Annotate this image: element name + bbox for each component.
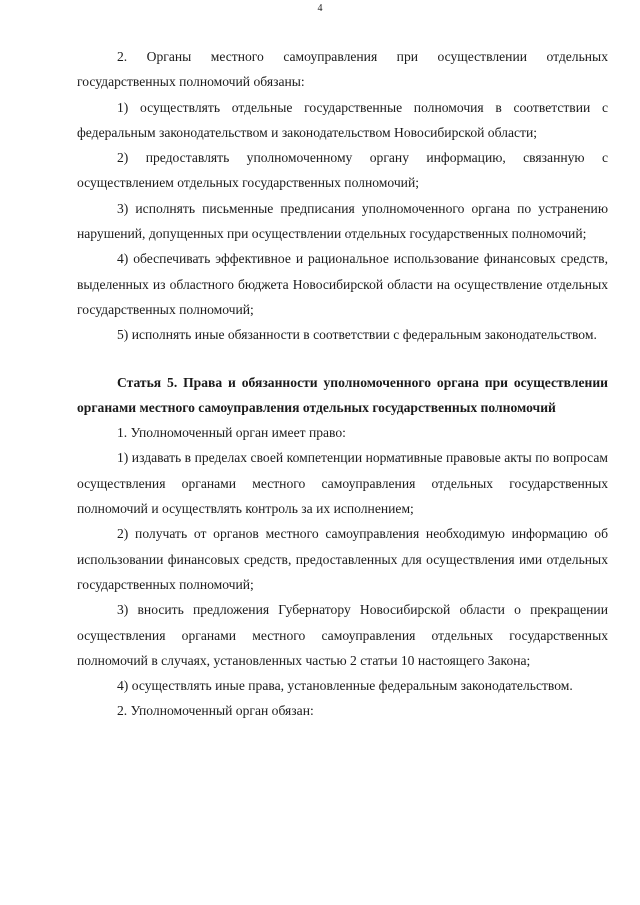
paragraph-item-5: 5) исполнять иные обязанности в соответствии с федеральным законодательством.: [117, 327, 597, 343]
article-5-heading: Статья 5. Права и обязанности уполномоченного органа при осуществлении органами местного самоуправления отдельных государственных полномочий: [77, 374, 608, 415]
paragraph-item-1: 1) осуществлять отдельные государственные полномочия в соответствии с федеральным законодательством и законодательством Новосибирской области;: [77, 99, 608, 140]
paragraph-item-2: 2) предоставлять уполномоченному органу информацию, связанную с осуществлением отдельных государственных полномочий;: [77, 150, 608, 191]
paragraph-organs-obligations: 2. Органы местного самоуправления при осуществлении отдельных государственных полномочий обязаны:: [77, 49, 608, 90]
paragraph-authority-rights: 1. Уполномоченный орган имеет право:: [117, 425, 346, 441]
document-body: [77, 44, 608, 724]
paragraph-right-2: 2) получать от органов местного самоуправления необходимую информацию об использовании финансовых средств, предоставленных для осуществления ими отдельных государственных полномочий;: [77, 526, 608, 592]
paragraph-item-3: 3) исполнять письменные предписания уполномоченного органа по устранению нарушений, допущенных при осуществлении отдельных государственных полномочий;: [77, 200, 608, 242]
paragraph-authority-obligations: 2. Уполномоченный орган обязан:: [117, 703, 314, 719]
paragraph-right-4: 4) осуществлять иные права, установленные федеральным законодательством.: [117, 678, 573, 694]
paragraph-right-1: 1) издавать в пределах своей компетенции нормативные правовые акты по вопросам осуществления органами местного самоуправления отдельных государственных полномочий и осуществлять контроль за их исполнением;: [77, 450, 608, 517]
paragraph-item-4: 4) обеспечивать эффективное и рациональное использование финансовых средств, выделенных из областного бюджета Новосибирской области на осуществление отдельных государственных полномочий;: [77, 251, 608, 317]
paragraph-right-3: 3) вносить предложения Губернатору Новосибирской области о прекращении осуществления органами местного самоуправления отдельных государственных полномочий в случаях, установленных частью 2 статьи 10 настоящего Закона;: [77, 602, 608, 668]
page-number: 4: [317, 3, 323, 14]
